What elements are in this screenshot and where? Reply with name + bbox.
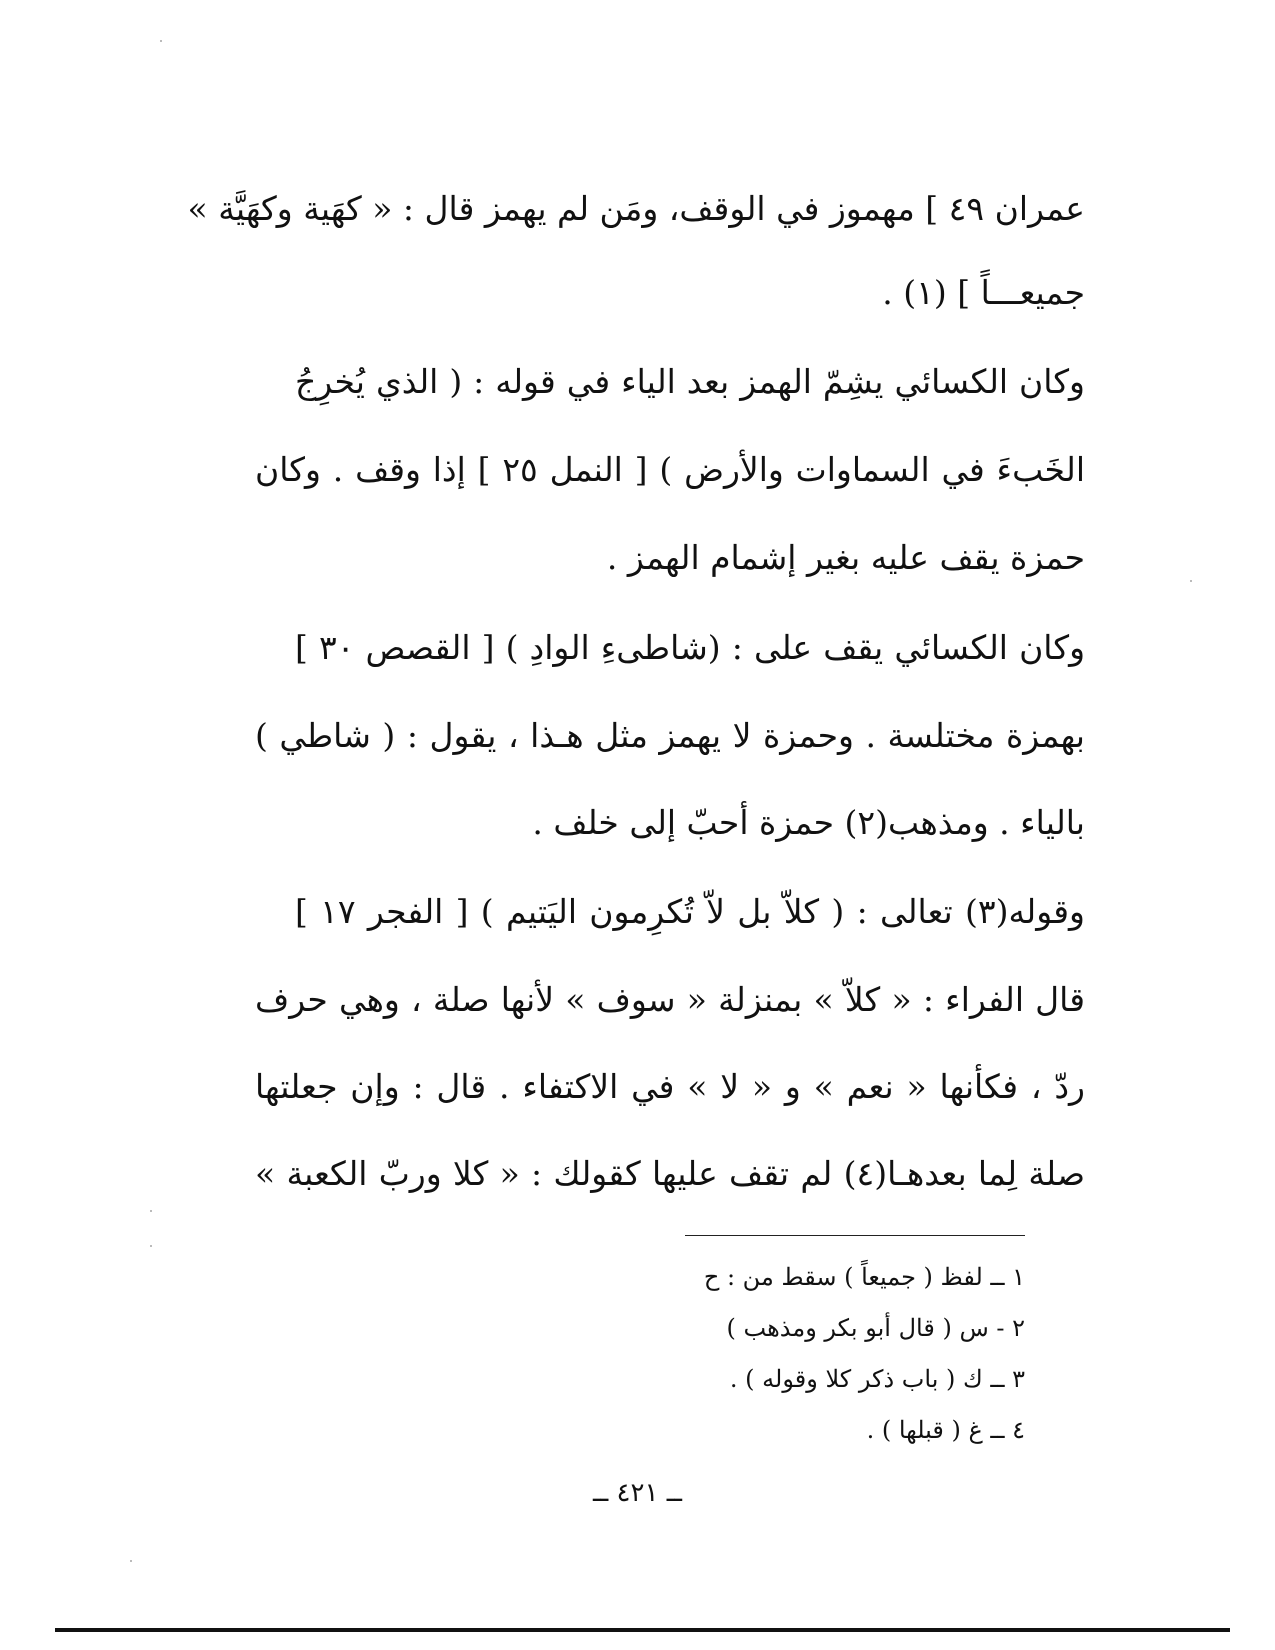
body-line-3: وكان الكسائي يشِمّ الهمز بعد الياء في قوله : ( الذي يُخرِجُ [295,362,1085,401]
scan-speck [1190,580,1192,582]
body-line-7: بهمزة مختلسة . وحمزة لا يهمز مثل هـذا ، يقول : ( شاطي ) [255,716,1085,755]
footnote-3: ٣ ــ ك ( باب ذكر كلا وقوله ) . [729,1365,1025,1393]
body-line-1: عمران ٤٩ ] مهموز في الوقف، ومَن لم يهمز قال : « كهَية وكهَيَّة » [187,189,1085,228]
page-number: ــ ٤٢١ ــ [593,1478,682,1508]
scan-speck [160,40,162,42]
scan-bottom-edge [55,1628,1230,1632]
scan-speck [150,1245,152,1247]
body-line-5: حمزة يقف عليه بغير إشمام الهمز . [606,538,1085,577]
footnote-4: ٤ ــ غ ( قبلها ) . [866,1416,1025,1444]
scan-speck [130,1560,132,1562]
body-line-6: وكان الكسائي يقف على : (شاطىءِ الوادِ ) [ القصص ٣٠ ] [295,628,1085,667]
body-line-9: وقوله(٣) تعالى : ( كلاّ بل لاّ تُكرِمون اليَتيم ) [ الفجر ١٧ ] [295,892,1085,931]
body-line-4: الخَبءَ في السماوات والأرض ) [ النمل ٢٥ ] إذا وقف . وكان [255,450,1085,489]
body-line-8: بالياء . ومذهب(٢) حمزة أحبّ إلى خلف . [532,803,1085,842]
body-line-11: ردّ ، فكأنها « نعم » و « لا » في الاكتفاء . قال : وإن جعلتها [255,1067,1085,1106]
scan-speck [150,1210,152,1212]
body-line-2: جميعـــاً ] (١) . [882,273,1085,312]
body-line-10: قال الفراء : « كلاّ » بمنزلة « سوف » لأنها صلة ، وهي حرف [255,980,1085,1019]
footnote-2: ٢ - س ( قال أبو بكر ومذهب ) [726,1314,1025,1342]
body-line-12: صلة لِما بعدهـا(٤) لم تقف عليها كقولك : « كلا وربّ الكعبة » [255,1154,1085,1193]
footnote-1: ١ ــ لفظ ( جميعاً ) سقط من : ح [703,1263,1025,1291]
footnote-separator [685,1235,1025,1236]
